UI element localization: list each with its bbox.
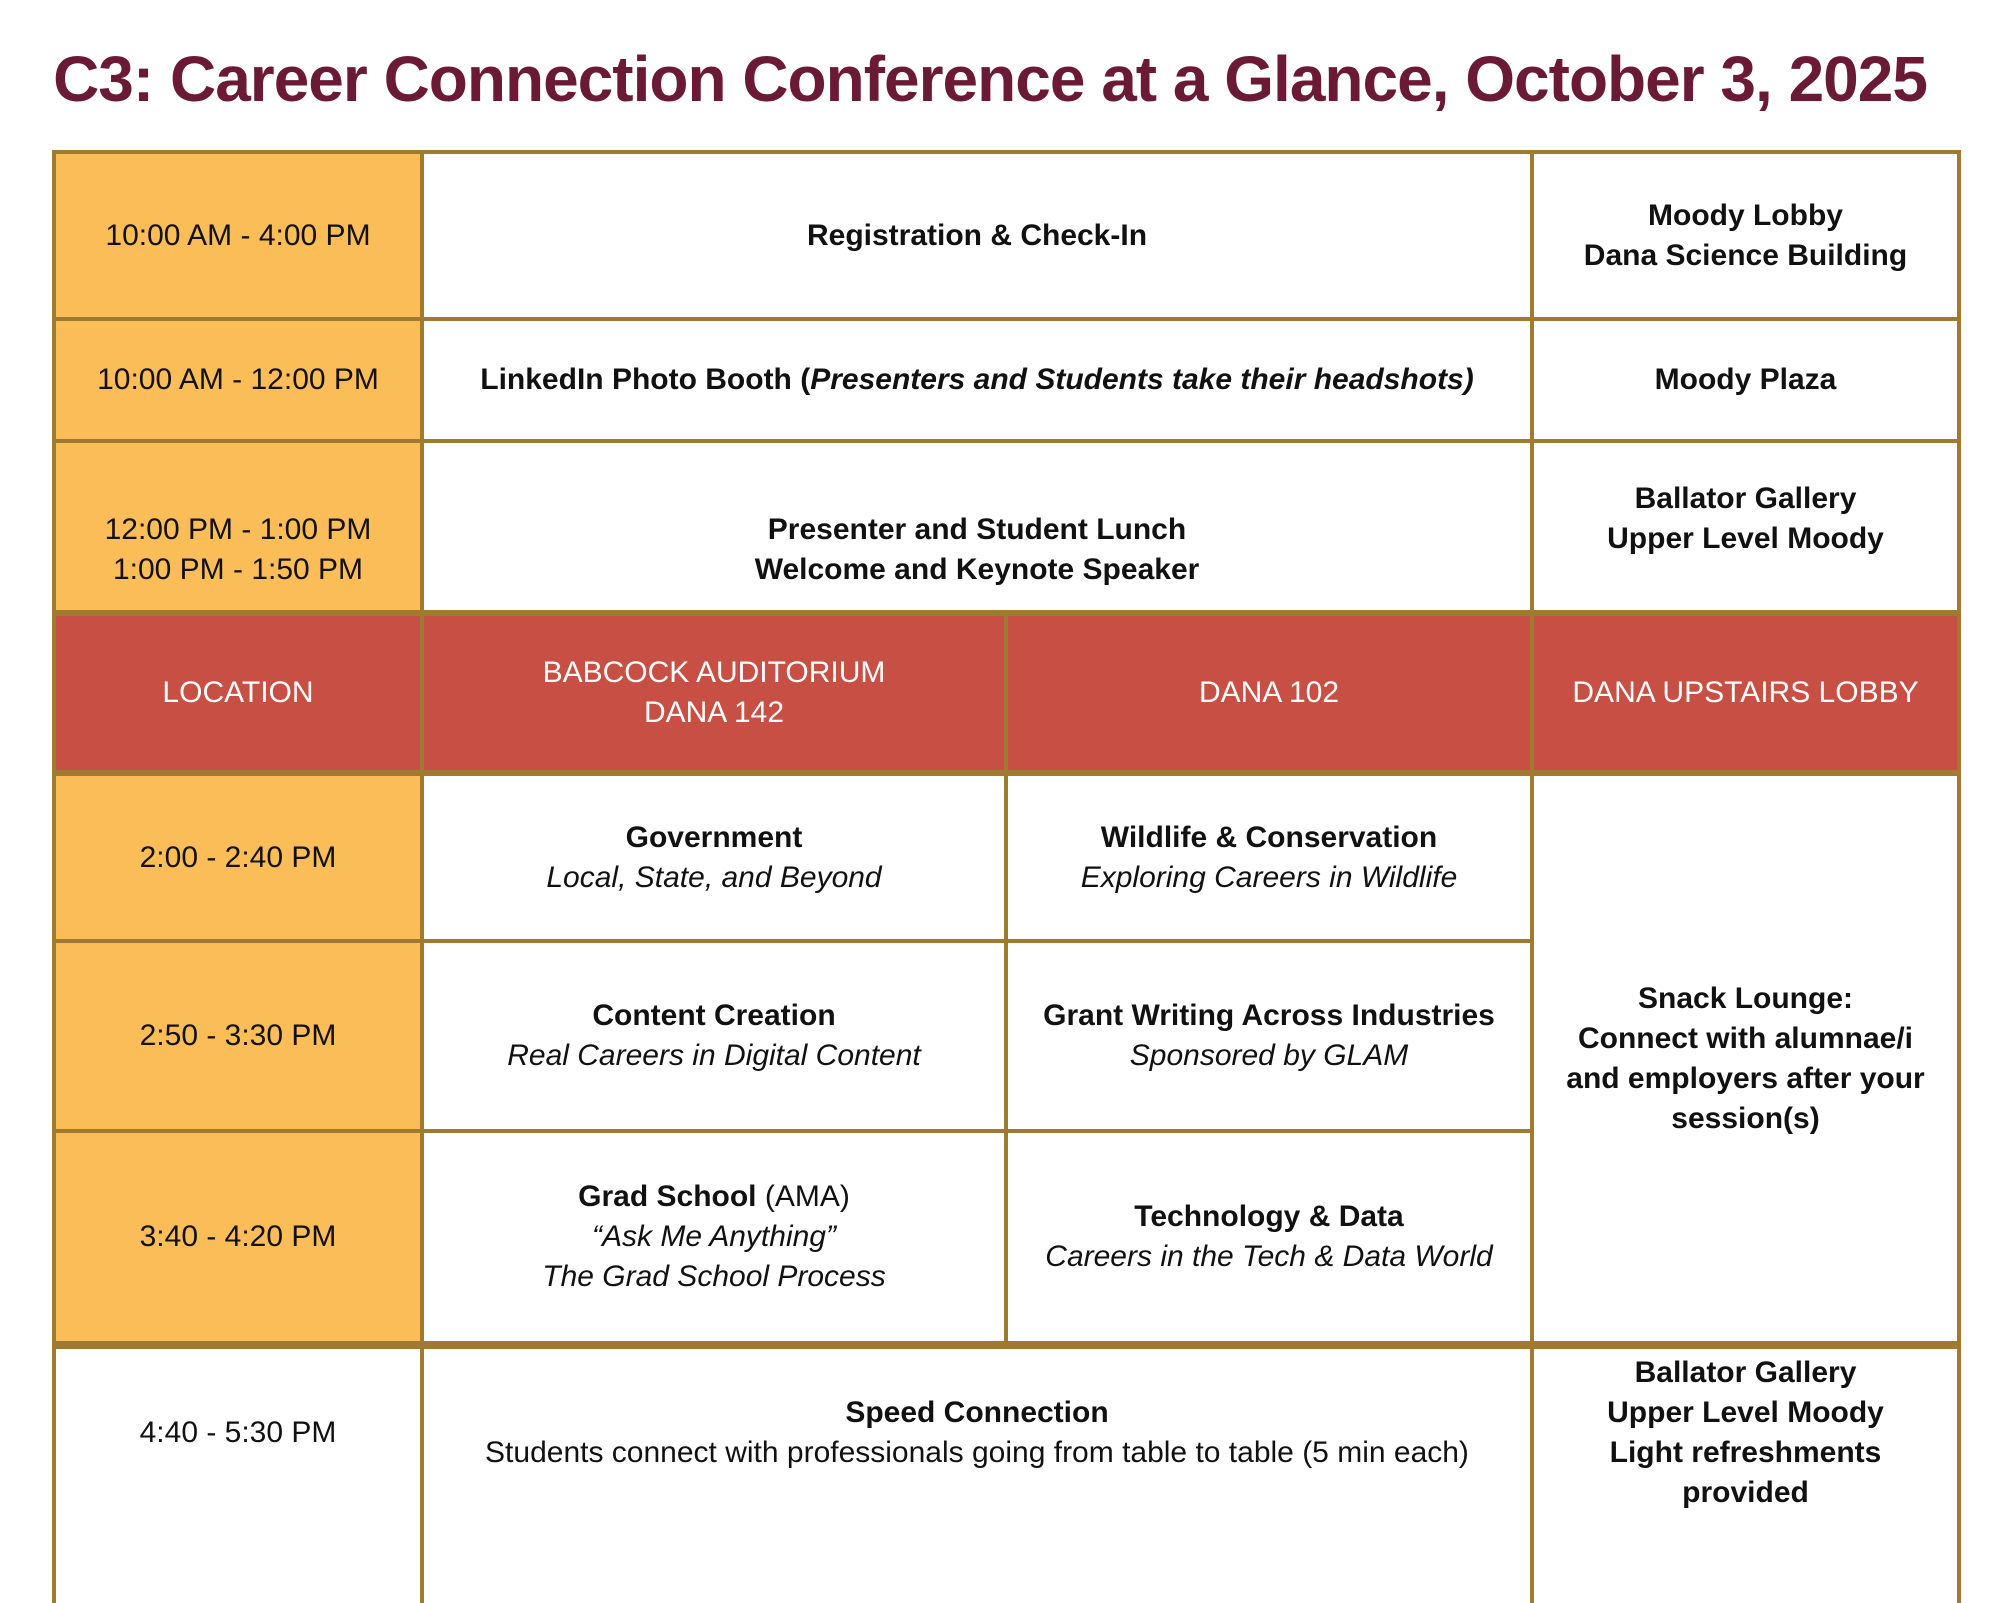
location-cell (1532, 441, 1959, 613)
header-dana-lobby (1532, 613, 1959, 773)
session-subtitle: The Grad School Process (542, 1260, 886, 1293)
location-name: Moody Plaza (1654, 363, 1837, 396)
time-label: 2:00 - 2:40 PM (139, 840, 337, 874)
lounge-text: session(s) (1671, 1101, 1820, 1135)
registration-row (54, 152, 1959, 319)
session-cell (1006, 941, 1532, 1131)
event-cell (422, 152, 1532, 319)
session-subtitle: Exploring Careers in Wildlife (1080, 860, 1458, 894)
session-title-suffix: (AMA) (756, 1180, 850, 1213)
session-subtitle: Sponsored by GLAM (1129, 1039, 1409, 1072)
event-cell (422, 441, 1532, 613)
time-label: 10:00 AM - 12:00 PM (97, 363, 379, 396)
header-label: DANA 142 (643, 696, 785, 729)
session-title: Technology & Data (1134, 1200, 1404, 1233)
session-title: Grant Writing Across Industries (1043, 999, 1495, 1032)
event-description: Students connect with professionals going from table to table (5 min each) (485, 1436, 1469, 1469)
event-title: LinkedIn Photo Booth ( (480, 363, 811, 396)
header-dana-102 (1006, 613, 1532, 773)
event-cell (422, 1345, 1532, 1603)
session-title: Government (625, 820, 803, 854)
time-cell (54, 1345, 422, 1603)
event-title: Registration & Check-In (806, 218, 1148, 252)
lunch-row (54, 441, 1959, 613)
time-cell (54, 1131, 422, 1345)
event-title: Welcome and Keynote Speaker (754, 552, 1200, 586)
time-label: 3:40 - 4:20 PM (139, 1220, 337, 1253)
session-row (54, 773, 1959, 941)
header-babcock (422, 613, 1006, 773)
location-name: Moody Lobby (1648, 198, 1843, 232)
lounge-text: and employers after your (1566, 1061, 1925, 1095)
time-cell (54, 319, 422, 441)
session-title: Content Creation (592, 999, 836, 1032)
session-cell (422, 1131, 1006, 1345)
location-note: Light refreshments (1609, 1436, 1882, 1469)
session-subtitle: “Ask Me Anything” (592, 1220, 836, 1253)
time-cell (54, 941, 422, 1131)
page-title: C3: Career Connection Conference at a Glance, October 3, 2025 (53, 43, 1927, 115)
location-building: Upper Level Moody (1607, 521, 1884, 555)
location-header-row (54, 613, 1959, 773)
header-label: LOCATION (162, 676, 314, 709)
session-cell (1006, 773, 1532, 941)
header-label: DANA 102 (1198, 676, 1340, 709)
session-subtitle: Real Careers in Digital Content (507, 1039, 921, 1072)
event-title: Speed Connection (845, 1396, 1109, 1429)
location-name: Ballator Gallery (1634, 481, 1857, 515)
schedule-table (52, 150, 1961, 1603)
location-building: Dana Science Building (1583, 238, 1908, 272)
session-title: Wildlife & Conservation (1100, 820, 1438, 854)
speed-connection-row (54, 1345, 1959, 1603)
location-cell (1532, 152, 1959, 319)
lounge-title: Snack Lounge: (1637, 981, 1854, 1015)
location-building: Upper Level Moody (1607, 1396, 1884, 1429)
event-note: Presenters and Students take their headshots) (810, 363, 1474, 396)
event-title: Presenter and Student Lunch (767, 512, 1187, 546)
snack-lounge-cell (1532, 773, 1959, 1345)
session-cell (1006, 1131, 1532, 1345)
time-label: 4:40 - 5:30 PM (139, 1416, 337, 1449)
time-cell (54, 773, 422, 941)
session-subtitle: Local, State, and Beyond (546, 860, 882, 894)
location-cell (1532, 1345, 1959, 1603)
location-note: provided (1682, 1476, 1809, 1509)
session-subtitle: Careers in the Tech & Data World (1045, 1240, 1493, 1273)
time-label: 2:50 - 3:30 PM (139, 1019, 337, 1052)
time-cell (54, 441, 422, 613)
time-cell (54, 152, 422, 319)
header-label: DANA UPSTAIRS LOBBY (1572, 676, 1919, 709)
header-label: BABCOCK AUDITORIUM (542, 656, 886, 689)
location-cell (1532, 319, 1959, 441)
lounge-text: Connect with alumnae/i (1577, 1021, 1914, 1055)
header-location (54, 613, 422, 773)
session-title: Grad School (578, 1180, 757, 1213)
photo-booth-row (54, 319, 1959, 441)
time-label: 12:00 PM - 1:00 PM (104, 512, 372, 546)
session-cell (422, 773, 1006, 941)
event-cell (422, 319, 1532, 441)
time-label: 1:00 PM - 1:50 PM (112, 552, 364, 586)
session-cell (422, 941, 1006, 1131)
time-label: 10:00 AM - 4:00 PM (105, 218, 371, 252)
location-name: Ballator Gallery (1634, 1356, 1857, 1389)
